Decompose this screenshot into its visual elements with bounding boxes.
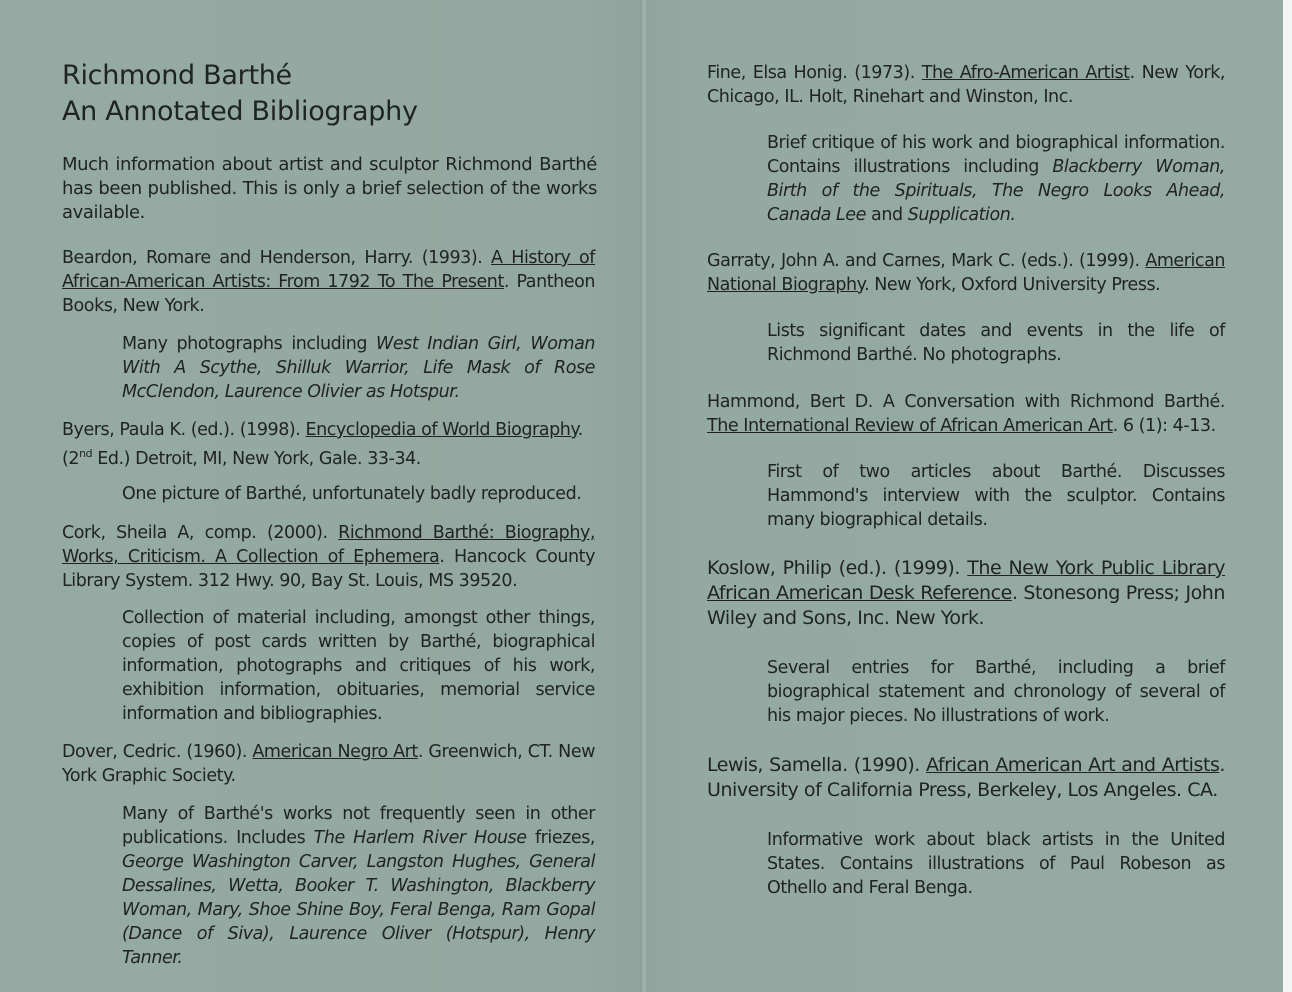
annotation-works: Supplication. — [907, 205, 1016, 225]
entry-title: The Afro-American Artist — [921, 63, 1130, 83]
entry-title: A History of African-American Artists: From 1792 To The Present — [62, 248, 595, 292]
annotation-lewis: Informative work about black artists in the United States. Contains illustrations of Paul Robeson as Othello and Feral Benga. — [767, 830, 1225, 898]
entry-title: African American Art and Artists — [926, 754, 1220, 776]
title-line-1: Richmond Barthé — [62, 60, 292, 91]
entry-authors: Beardon, Romare and Henderson, Harry. (1993). — [62, 248, 492, 268]
entry-title: American Negro Art — [252, 742, 418, 762]
entry-publisher: . Stonesong Press; John Wiley and Sons, Inc. New York. — [707, 582, 1225, 629]
bibliography-entry-fine — [707, 61, 1225, 109]
page-title — [62, 58, 418, 130]
entry-publisher: . New York, Chicago, IL. Holt, Rinehart and Winston, Inc. — [707, 63, 1225, 107]
annotation-text: friezes, — [526, 828, 595, 848]
entry-title: The International Review of African American Art — [707, 416, 1113, 436]
page-edge — [1283, 0, 1292, 992]
annotation-works: Blackberry Woman, Birth of the Spirituals, The Negro Looks Ahead, Canada Lee — [767, 157, 1225, 225]
annotation-koslow: Several entries for Barthé, including a brief biographical statement and chronology of several of his major pieces. No illustrations of work. — [767, 658, 1225, 726]
entry-title: Richmond Barthé: Biography, Works, Criticism. A Collection of Ephemera — [62, 523, 595, 567]
page-gutter — [640, 0, 648, 992]
annotation-dover — [122, 802, 595, 970]
intro-paragraph: Much information about artist and sculptor Richmond Barthé has been published. This is only a brief selection of the works available. — [62, 154, 597, 223]
entry-authors: Byers, Paula K. (ed.). (1998). — [62, 420, 306, 440]
entry-publisher: . University of California Press, Berkeley, Los Angeles. CA. — [707, 754, 1225, 801]
annotation-text: and — [865, 205, 908, 225]
annotation-text: Many photographs including — [122, 334, 376, 354]
annotation-garraty: Lists significant dates and events in the life of Richmond Barthé. No photographs. — [767, 321, 1225, 365]
annotation-works: West Indian Girl, Woman With A Scythe, Shilluk Warrior, Life Mask of Rose McClendon, Laurence Olivier as Hotspur. — [122, 334, 596, 402]
entry-authors: Fine, Elsa Honig. (1973). — [707, 63, 922, 83]
entry-publisher: . Pantheon Books, New York. — [62, 272, 595, 316]
annotation-works: George Washington Carver, Langston Hughes, General Dessalines, Wetta, Booker T. Washington, Blackberry Woman, Mary, Shoe Shine Boy, Feral Benga, Ram Gopal (Dance of Siva), Laurence Oliver (Hotspur), Henry Tanner. — [122, 852, 595, 968]
bibliography-entry-hammond — [707, 390, 1225, 438]
bibliography-entry-cork — [62, 521, 595, 593]
entry-title: Encyclopedia of World Biography — [305, 420, 578, 440]
annotation-cork: Collection of material including, amongst other things, copies of post cards written by Barthé, biographical information, photographs and critiques of his work, exhibition information, obituaries, memorial service information and bibliographies. — [122, 608, 595, 724]
title-line-2: An Annotated Bibliography — [62, 96, 418, 127]
entry-edition: (2 — [62, 448, 80, 469]
entry-publisher: . 6 (1): 4-13. — [1112, 416, 1216, 436]
entry-title: American National Biography — [707, 251, 1225, 295]
entry-edition-sup: nd — [79, 447, 93, 460]
annotation-works: The Harlem River House — [313, 828, 527, 848]
annotation-byers: One picture of Barthé, unfortunately badly reproduced. — [122, 484, 582, 504]
entry-punct: . — [577, 420, 583, 440]
bibliography-entry-byers — [62, 418, 595, 471]
annotation-text: Many of Barthé's works not frequently seen in other publications. Includes — [122, 804, 595, 848]
bibliography-entry-koslow — [707, 556, 1225, 631]
bibliography-entry-dover — [62, 740, 595, 788]
entry-authors: Cork, Sheila A, comp. (2000). — [62, 523, 339, 543]
bibliography-entry-garraty — [707, 249, 1225, 297]
entry-publisher: . New York, Oxford University Press. — [864, 275, 1161, 295]
annotation-hammond: First of two articles about Barthé. Discusses Hammond's interview with the sculptor. Contains many biographical details. — [767, 462, 1225, 530]
entry-authors: Lewis, Samella. (1990). — [707, 754, 927, 776]
bibliography-entry-beardon — [62, 246, 595, 318]
annotation-fine — [767, 131, 1225, 227]
entry-authors: Koslow, Philip (ed.). (1999). — [707, 557, 968, 579]
entry-authors: Garraty, John A. and Carnes, Mark C. (eds.). (1999). — [707, 251, 1146, 271]
annotation-beardon — [122, 332, 595, 404]
entry-authors: Hammond, Bert D. A Conversation with Richmond Barthé. — [707, 392, 1225, 412]
bibliography-entry-lewis — [707, 753, 1225, 803]
entry-authors: Dover, Cedric. (1960). — [62, 742, 253, 762]
entry-publisher: . Greenwich, CT. New York Graphic Society. — [62, 742, 595, 786]
entry-publisher: Ed.) Detroit, MI, New York, Gale. 33-34. — [92, 448, 421, 469]
entry-title: The New York Public Library African American Desk Reference — [707, 557, 1225, 604]
annotation-text: Brief critique of his work and biographical information. Contains illustrations including — [767, 133, 1225, 177]
entry-publisher: . Hancock County Library System. 312 Hwy. 90, Bay St. Louis, MS 39520. — [62, 547, 595, 591]
